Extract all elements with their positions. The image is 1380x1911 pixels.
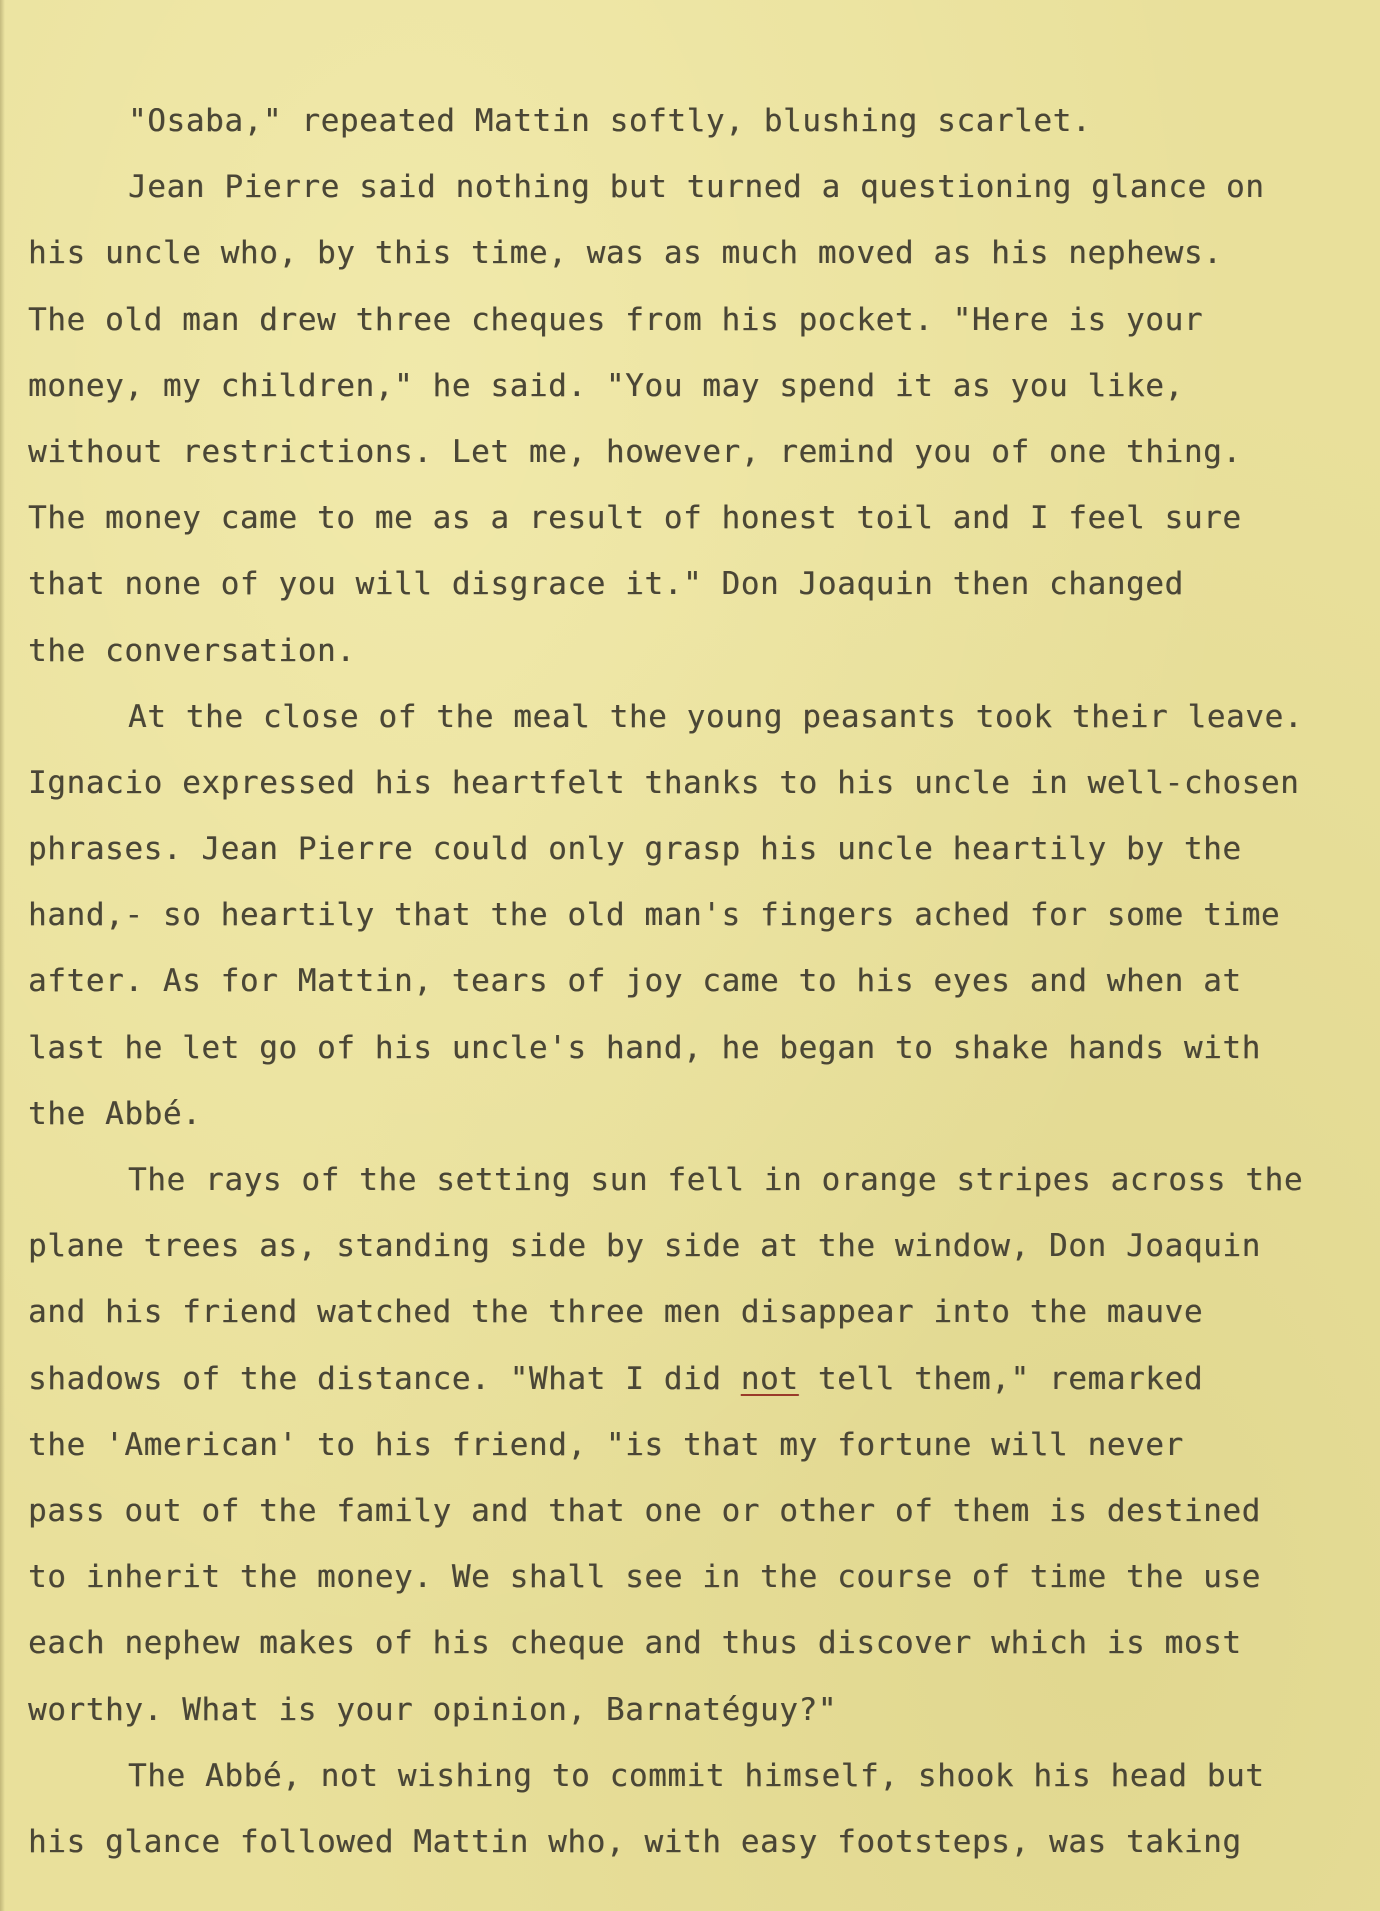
text-line: At the close of the meal the young peasants took their leave. [128,698,1304,735]
underlined-word: not [740,1360,799,1397]
text-line: that none of you will disgrace it." Don Joaquin then changed [28,566,1184,603]
text-line: plane trees as, standing side by side at the window, Don Joaquin [28,1228,1261,1265]
text-line: the Abbé. [28,1095,202,1132]
text-line: pass out of the family and that one or other of them is destined [28,1492,1261,1529]
text-line: shadows of the distance. "What I did not tell them," remarked [28,1360,1204,1397]
text-line: the conversation. [28,632,356,669]
text-line: last he let go of his uncle's hand, he began to shake hands with [28,1029,1261,1066]
text-line: phrases. Jean Pierre could only grasp his uncle heartily by the [28,831,1242,868]
text-line: money, my children," he said. "You may spend it as you like, [28,367,1184,404]
text-line: each nephew makes of his cheque and thus discover which is most [28,1625,1242,1662]
text-line: The rays of the setting sun fell in orange stripes across the [128,1162,1304,1198]
text-line: his uncle who, by this time, was as much moved as his nephews. [28,235,1223,272]
text-line: The Abbé, not wishing to commit himself, shook his head but [128,1757,1265,1794]
text-line: the 'American' to his friend, "is that my fortune will never [28,1426,1184,1463]
page-edge-shadow [0,0,5,1911]
text-line: to inherit the money. We shall see in the course of time the use [28,1559,1261,1596]
text-line: Ignacio expressed his heartfelt thanks to his uncle in well-chosen [28,764,1300,801]
text-line: The old man drew three cheques from his pocket. "Here is your [28,301,1204,338]
text-line: "Osaba," repeated Mattin softly, blushing scarlet. [128,103,1092,139]
text-line: after. As for Mattin, tears of joy came to his eyes and when at [28,963,1242,1000]
text-line: without restrictions. Let me, however, remind you of one thing. [28,433,1242,470]
text-line: and his friend watched the three men disappear into the mauve [28,1294,1204,1331]
text-line: hand,- so heartily that the old man's fingers ached for some time [28,897,1281,934]
text-line: Jean Pierre said nothing but turned a questioning glance on [128,169,1265,206]
text-line: worthy. What is your opinion, Barnatéguy?" [28,1691,838,1728]
typescript-body [28,88,1358,1875]
text-line: The money came to me as a result of honest toil and I feel sure [28,500,1242,537]
text-line: his glance followed Mattin who, with easy footsteps, was taking [28,1823,1242,1860]
